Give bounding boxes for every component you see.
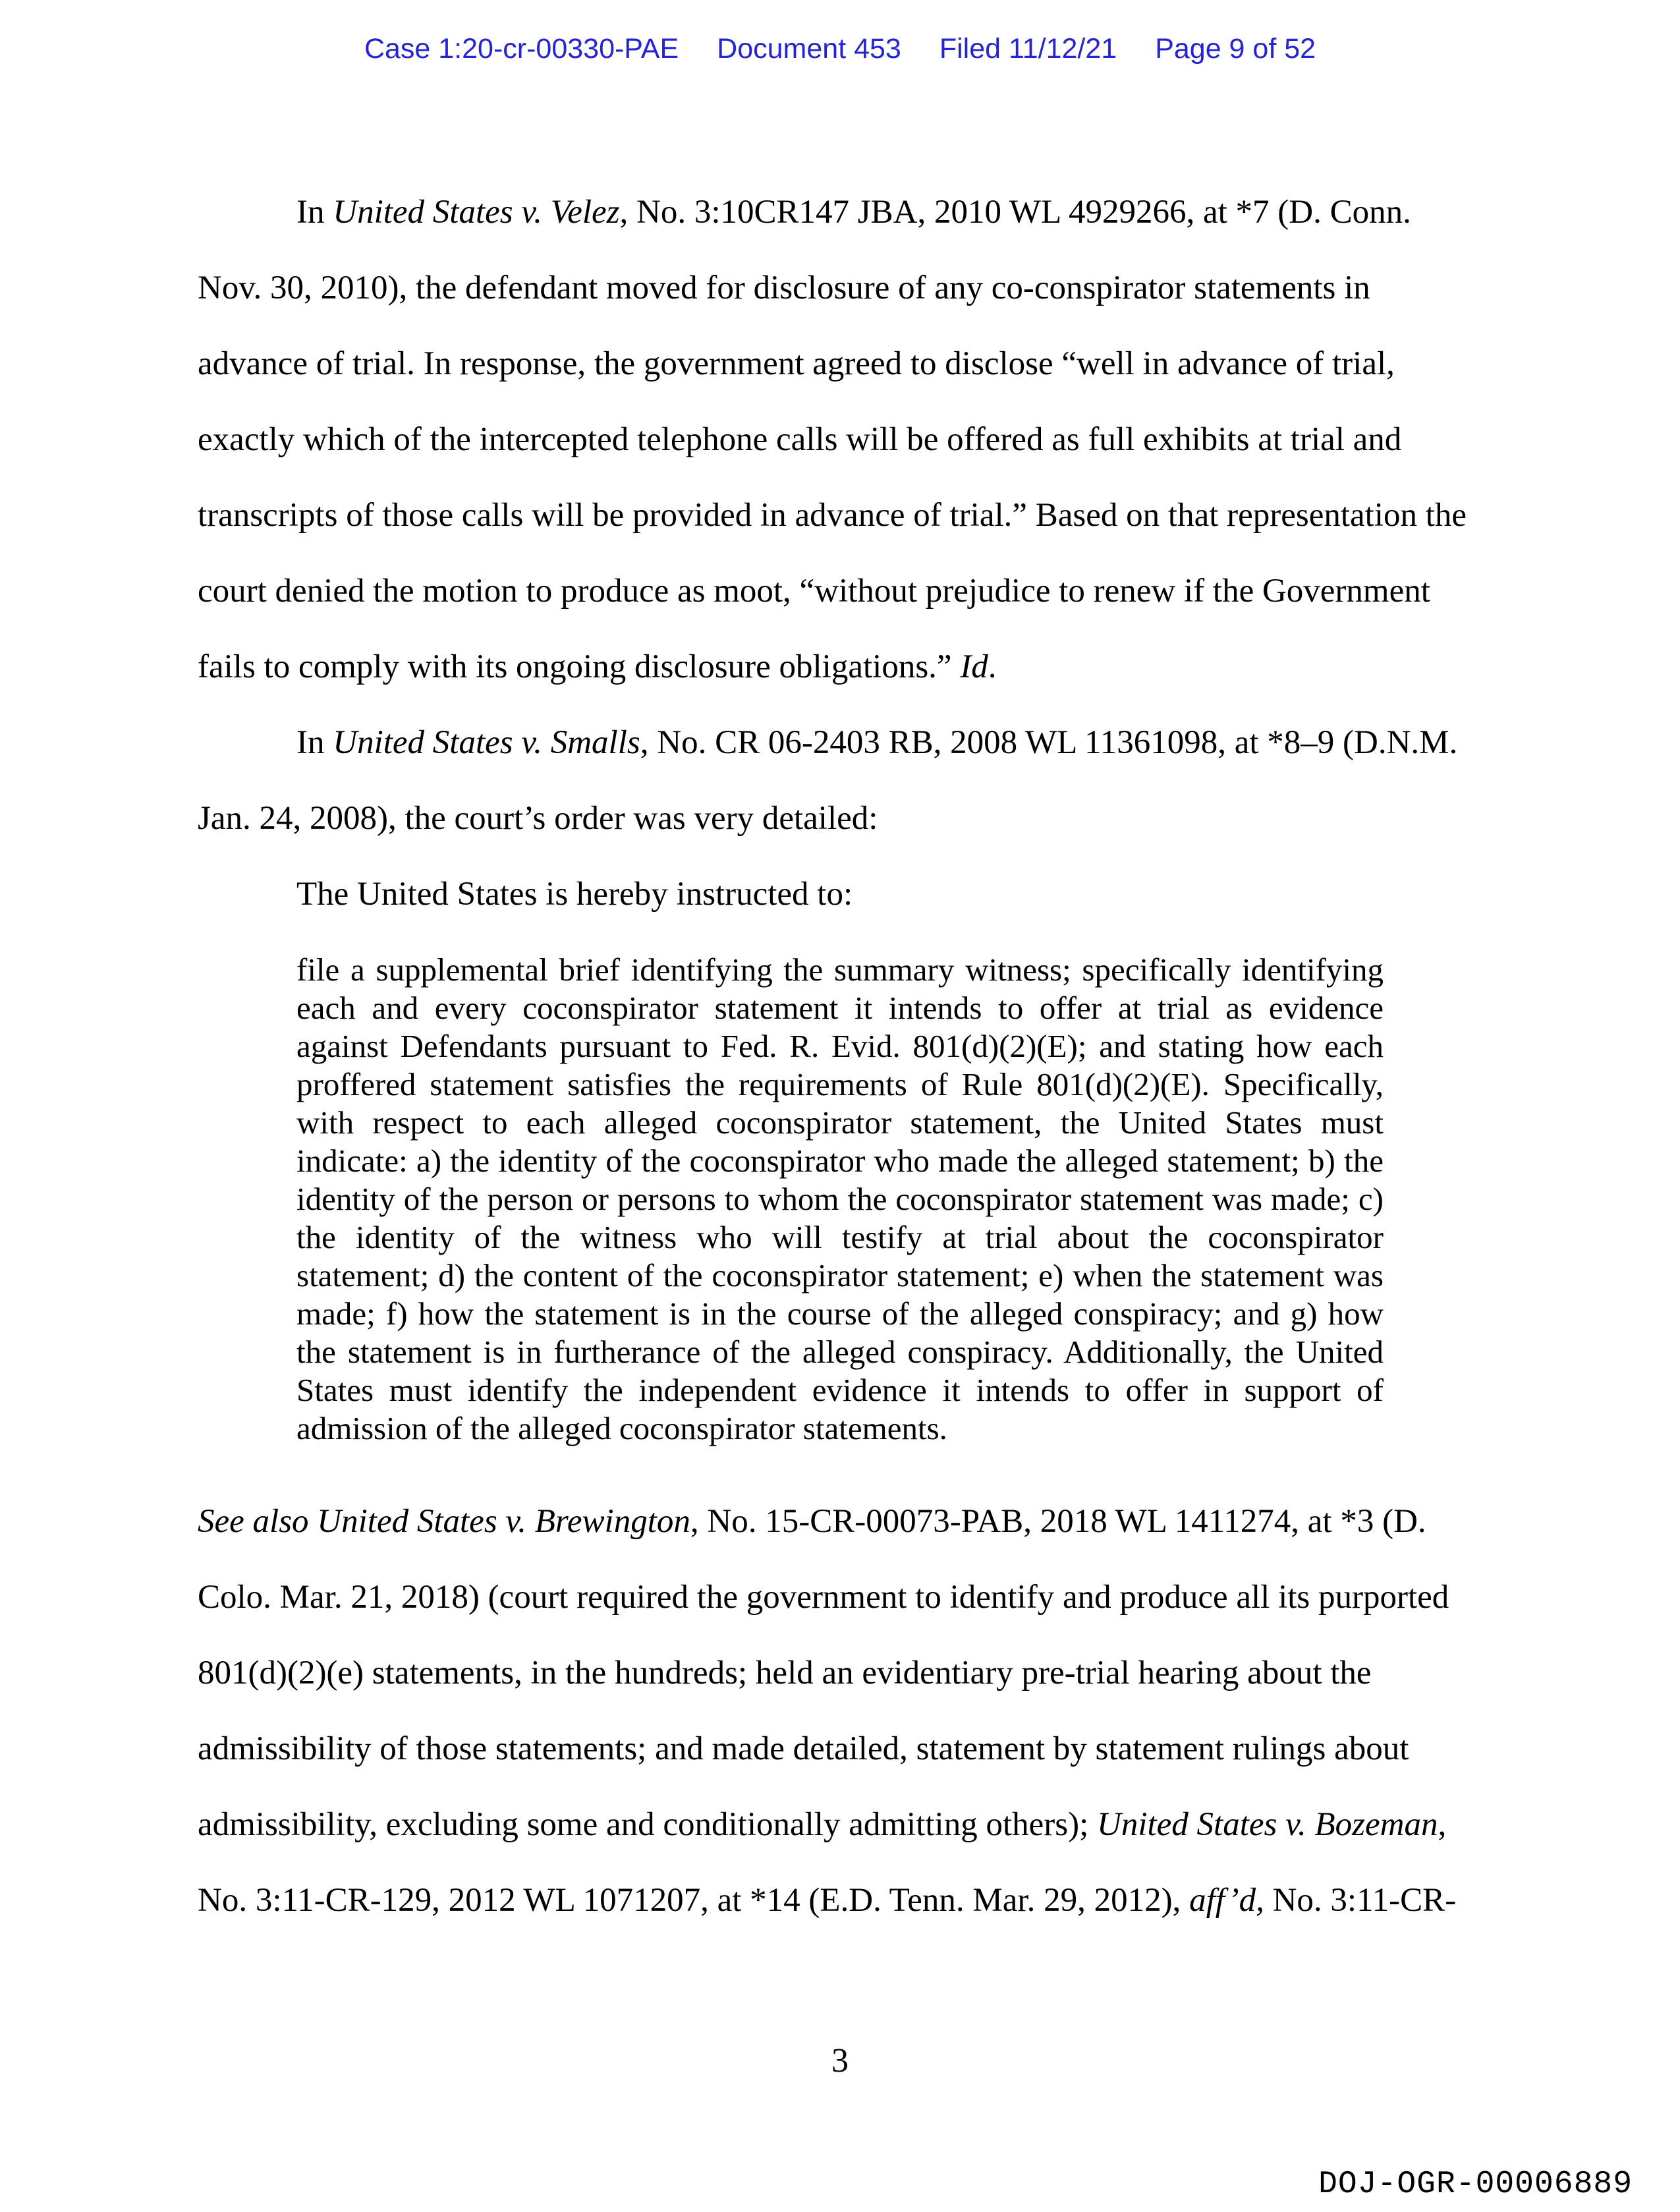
block-quote: file a supplemental brief identifying the summary witness; specifically identifying each and every coconspirator statement it intends to offer at trial as evidence against Defendants pursuant to Fed. R. Evid. 801(d)(2)(E); and stating how each proffered statement satisfies the requirements of Rule 801(d)(2)(E). Specifically, with respect to each alleged coconspirator statement, the United States must indicate: a) the identity of the coconspirator who made the alleged statement; b) the identity of the person or persons to whom the coconspirator statement was made; c) the identity of the witness who will testify at trial about the coconspirator statement; d) the content of the coconspirator statement; e) when the statement was made; f) how the statement is in the course of the alleged conspiracy; and g) how the statement is in furtherance of the alleged conspiracy. Additionally, the United States must identify the independent evidence it intends to offer in support of admission of the alleged coconspirator statements. — [296, 951, 1384, 1446]
quote-intro: The United States is hereby instructed to: — [296, 876, 853, 913]
header-filed-date: Filed 11/12/21 — [939, 33, 1117, 65]
paragraph-see-also: See also United States v. Brewington, No. 15-CR-00073-PAB, 2018 WL 1411274, at *3 (D. Colo. Mar. 21, 2018) (court required the government to identify and produce all its purported 801(d)(2)(e) statements, in the hundreds; held an evidentiary pre-trial hearing about the admissibility of those statements; and made detailed, statement by statement rulings about admissibility, excluding some and conditionally admitting others); United States v. Bozeman, No. 3:11-CR-129, 2012 WL 1071207, at *14 (E.D. Tenn. Mar. 29, 2012), aff’d, No. 3:11-CR- — [198, 1503, 1457, 1919]
case-header — [0, 33, 1680, 65]
header-case-number: Case 1:20-cr-00330-PAE — [364, 33, 679, 65]
bates-number: DOJ-OGR-00006889 — [1318, 2167, 1633, 2202]
document-body — [198, 175, 1482, 1939]
header-page-count: Page 9 of 52 — [1155, 33, 1316, 65]
page-number: 3 — [831, 2042, 849, 2080]
header-document-number: Document 453 — [717, 33, 901, 65]
paragraph-velez: In United States v. Velez, No. 3:10CR147 JBA, 2010 WL 4929266, at *7 (D. Conn. Nov. 30, 2010), the defendant moved for disclosure of any co-conspirator statements in advance of trial. In response, the government agreed to disclose “well in advance of trial, exactly which of the intercepted telephone calls will be offered as full exhibits at trial and transcripts of those calls will be provided in advance of trial.” Based on that representation the court denied the motion to produce as moot, “without prejudice to renew if the Government fails to comply with its ongoing disclosure obligations.” Id. — [198, 194, 1467, 685]
paragraph-smalls: In United States v. Smalls, No. CR 06-2403 RB, 2008 WL 11361098, at *8–9 (D.N.M. Jan. 24, 2008), the court’s order was very detailed: — [198, 724, 1458, 837]
